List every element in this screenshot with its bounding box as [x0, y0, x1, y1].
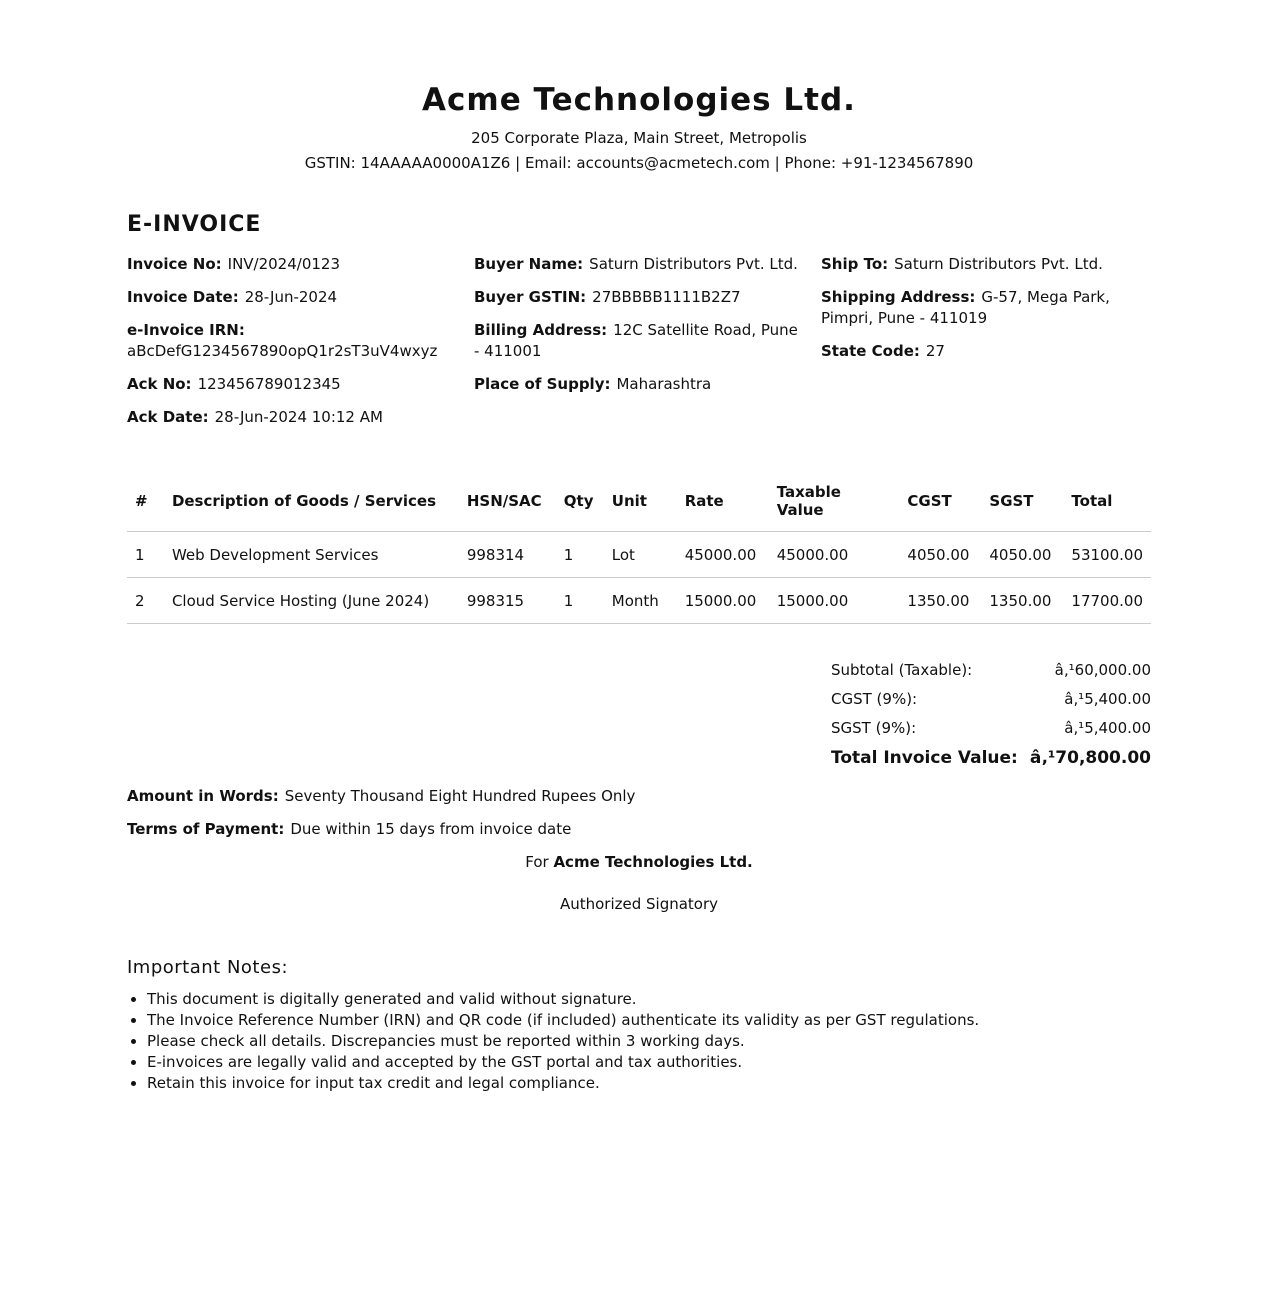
field-label: Buyer Name:	[474, 255, 584, 273]
table-cell: 15000.00	[769, 578, 900, 624]
table-cell: 45000.00	[677, 532, 769, 578]
cgst-value: â‚¹5,400.00	[1064, 690, 1151, 708]
irn-value: aBcDefG1234567890opQ1r2sT3uV4wxyz	[127, 342, 438, 360]
cgst-row	[831, 685, 1151, 714]
irn-row	[127, 320, 457, 362]
line-items-table	[127, 474, 1151, 624]
table-cell: 17700.00	[1063, 578, 1151, 624]
field-label: Shipping Address:	[821, 288, 976, 306]
table-cell: 4050.00	[899, 532, 981, 578]
field-label: Place of Supply:	[474, 375, 611, 393]
place-of-supply-row	[474, 374, 804, 395]
subtotal-row	[831, 656, 1151, 685]
invoice-info-grid	[127, 254, 1151, 440]
ship-to-row	[821, 254, 1151, 275]
field-label: Ack No:	[127, 375, 192, 393]
column-header: HSN/SAC	[459, 474, 556, 532]
note-item: • Retain this invoice for input tax credit and legal compliance.	[147, 1073, 1151, 1094]
ack-date-row	[127, 407, 457, 428]
table-row	[127, 532, 1151, 578]
note-item: • Please check all details. Discrepancies must be reported within 3 working days.	[147, 1031, 1151, 1052]
for-company-line	[127, 851, 1151, 873]
cgst-label: CGST (9%):	[831, 690, 918, 708]
amount-in-words-row	[127, 785, 1151, 807]
company-contact: GSTIN: 14AAAAA0000A1Z6 | Email: accounts@acmetech.com | Phone: +91-1234567890	[304, 154, 974, 172]
ack-date: 28-Jun-2024 10:12 AM	[214, 408, 383, 426]
subtotal-label: Subtotal (Taxable):	[831, 661, 973, 679]
subtotal-value: â‚¹60,000.00	[1054, 661, 1151, 679]
for-prefix: For	[525, 853, 549, 871]
invoice-details-column	[127, 254, 457, 440]
billing-address: 12C Satellite Road, Pune - 411001	[474, 321, 798, 360]
buyer-details-column	[474, 254, 804, 440]
payment-terms: Due within 15 days from invoice date	[290, 820, 572, 838]
column-header: CGST	[899, 474, 981, 532]
state-code-row	[821, 341, 1151, 362]
table-cell: 4050.00	[981, 532, 1063, 578]
company-name: Acme Technologies Ltd.	[422, 82, 856, 118]
table-header-row	[127, 474, 1151, 532]
invoice-number: INV/2024/0123	[227, 255, 341, 273]
table-cell: 1350.00	[981, 578, 1063, 624]
table-row	[127, 578, 1151, 624]
invoice-page	[127, 0, 1151, 1094]
column-header: Unit	[604, 474, 677, 532]
buyer-name-row	[474, 254, 804, 275]
state-code: 27	[925, 342, 945, 360]
notes-list	[127, 989, 1151, 1094]
grand-total-value: â‚¹70,800.00	[1029, 748, 1151, 768]
table-cell: 2	[127, 578, 164, 624]
buyer-gstin-row	[474, 287, 804, 308]
ack-number-row	[127, 374, 457, 395]
table-cell: 53100.00	[1063, 532, 1151, 578]
table-cell: 1	[127, 532, 164, 578]
billing-address-row	[474, 320, 804, 362]
ship-to: Saturn Distributors Pvt. Ltd.	[894, 255, 1103, 273]
column-header: Total	[1063, 474, 1151, 532]
document-title: E-INVOICE	[127, 212, 262, 237]
amount-in-words: Seventy Thousand Eight Hundred Rupees Only	[284, 787, 636, 805]
column-header: Taxable Value	[769, 474, 900, 532]
shipping-address: G-57, Mega Park, Pimpri, Pune - 411019	[821, 288, 1110, 327]
table-cell: Month	[604, 578, 677, 624]
invoice-date: 28-Jun-2024	[244, 288, 338, 306]
field-label: Billing Address:	[474, 321, 608, 339]
table-cell: 1	[556, 578, 604, 624]
field-label: State Code:	[821, 342, 920, 360]
table-cell: 998315	[459, 578, 556, 624]
field-label: Terms of Payment:	[127, 820, 285, 838]
notes-title: Important Notes:	[127, 957, 289, 978]
shipping-address-row	[821, 287, 1151, 329]
table-cell: 15000.00	[677, 578, 769, 624]
table-cell: Cloud Service Hosting (June 2024)	[164, 578, 459, 624]
column-header: SGST	[981, 474, 1063, 532]
invoice-number-row	[127, 254, 457, 275]
shipping-details-column	[821, 254, 1151, 440]
field-label: e-Invoice IRN:	[127, 321, 245, 339]
payment-terms-row	[127, 818, 1151, 840]
table-cell: 1350.00	[899, 578, 981, 624]
table-cell: 998314	[459, 532, 556, 578]
field-label: Amount in Words:	[127, 787, 279, 805]
field-label: Buyer GSTIN:	[474, 288, 587, 306]
buyer-name: Saturn Distributors Pvt. Ltd.	[589, 255, 798, 273]
column-header: Description of Goods / Services	[164, 474, 459, 532]
table-cell: Web Development Services	[164, 532, 459, 578]
field-label: Invoice No:	[127, 255, 222, 273]
column-header: #	[127, 474, 164, 532]
place-of-supply: Maharashtra	[616, 375, 712, 393]
sgst-row	[831, 714, 1151, 743]
buyer-gstin: 27BBBBB1111B2Z7	[592, 288, 741, 306]
field-label: Ack Date:	[127, 408, 209, 426]
field-label: Ship To:	[821, 255, 889, 273]
company-address: 205 Corporate Plaza, Main Street, Metropolis	[471, 129, 807, 147]
sgst-label: SGST (9%):	[831, 719, 917, 737]
totals-summary	[831, 656, 1151, 774]
sgst-value: â‚¹5,400.00	[1064, 719, 1151, 737]
note-item: • E-invoices are legally valid and accepted by the GST portal and tax authorities.	[147, 1052, 1151, 1073]
ack-number: 123456789012345	[197, 375, 341, 393]
table-cell: 1	[556, 532, 604, 578]
company-header	[127, 80, 1151, 176]
invoice-date-row	[127, 287, 457, 308]
grand-total-row	[831, 743, 1151, 774]
column-header: Rate	[677, 474, 769, 532]
grand-total-label: Total Invoice Value:	[831, 748, 1018, 768]
table-cell: 45000.00	[769, 532, 900, 578]
field-label: Invoice Date:	[127, 288, 239, 306]
signing-company-name: Acme Technologies Ltd.	[553, 853, 753, 871]
note-item: • This document is digitally generated and valid without signature.	[147, 989, 1151, 1010]
authorized-signatory: Authorized Signatory	[559, 895, 719, 913]
note-item: • The Invoice Reference Number (IRN) and QR code (if included) authenticate its validity as per GST regulations.	[147, 1010, 1151, 1031]
column-header: Qty	[556, 474, 604, 532]
table-cell: Lot	[604, 532, 677, 578]
